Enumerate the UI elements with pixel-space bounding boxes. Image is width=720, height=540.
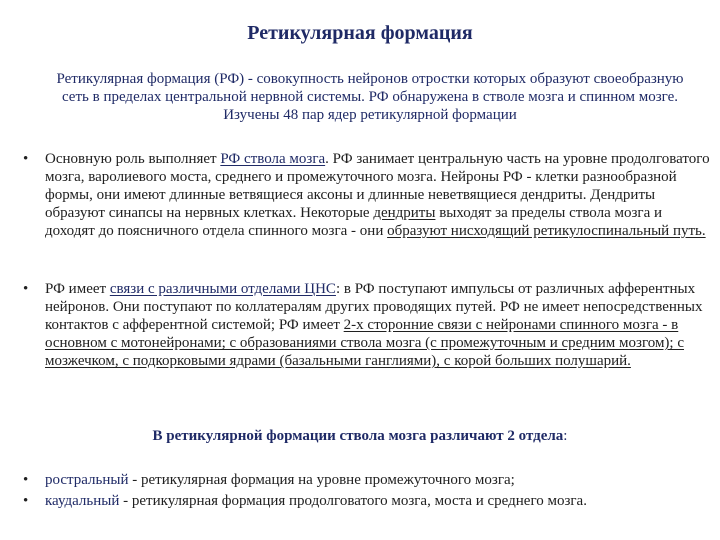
bullet-icon: •	[23, 281, 29, 297]
bullet-icon: •	[23, 151, 29, 167]
bullet-icon: •	[23, 472, 29, 488]
underlined-term: связи с различными отделами ЦНС	[109, 281, 336, 297]
section-subheading	[0, 427, 720, 445]
text-run: выходят за пределы ствола мозга и доходят до поясничного отдела спинного мозга - они	[45, 205, 662, 239]
intro-paragraph: Ретикулярная формация (РФ) - совокупность нейронов отростки которых образуют своеобразную сеть в пределах центральной нервной системы. РФ обнаружена в стволе мозга и спинном мозге. Изучены 48 пар ядер ретикулярной формации	[56, 71, 684, 123]
text-run: Основную роль выполняет	[45, 151, 221, 167]
list-item-text	[45, 471, 710, 489]
slide-title: Ретикулярная формация	[247, 22, 473, 44]
underlined-term: 2-х сторонние связи с нейронами спинного мозга - в основном с мотонейронами; с образованиями ствола мозга (с промежуточным и средним мозгом); с мозжечком, с подкорковыми ядрами (базальными ганглиями), с корой больших полушарий.	[45, 317, 685, 369]
list-description: - ретикулярная формация продолговатого мозга, моста и среднего мозга.	[119, 493, 587, 509]
underlined-term: образуют нисходящий ретикулоспинальный путь.	[387, 223, 706, 239]
bullet-icon: •	[23, 493, 29, 509]
list-term: ростральный	[45, 472, 129, 488]
underlined-term: дендриты	[373, 205, 436, 221]
subheading-text: В ретикулярной формации ствола мозга различают 2 отдела	[152, 428, 564, 444]
text-run: РФ имеет	[45, 281, 110, 297]
text-run: : в РФ поступают импульсы от различных афферентных нейронов. Они поступают по коллатералям других проводящих путей. РФ не имеет непосредственных контактов с афферентной системой; РФ имеет	[45, 281, 703, 333]
list-item-text	[45, 492, 710, 510]
subheading-colon: :	[563, 428, 568, 444]
list-term: каудальный	[45, 493, 120, 509]
paragraph-text	[45, 280, 710, 370]
list-description: - ретикулярная формация на уровне промежуточного мозга;	[128, 472, 515, 488]
text-run: . РФ занимает центральную часть на уровне продолговатого мозга, варолиевого моста, среднего и промежуточного мозга. Нейроны РФ - клетки разнообразной формы, они имеют длинные ветвящиеся аксоны и длинные неветвящиеся дендриты. Дендриты образуют синапсы на нервных клетках. Некоторые	[45, 151, 710, 221]
paragraph-text	[45, 150, 710, 240]
underlined-term: РФ ствола мозга	[220, 151, 326, 167]
